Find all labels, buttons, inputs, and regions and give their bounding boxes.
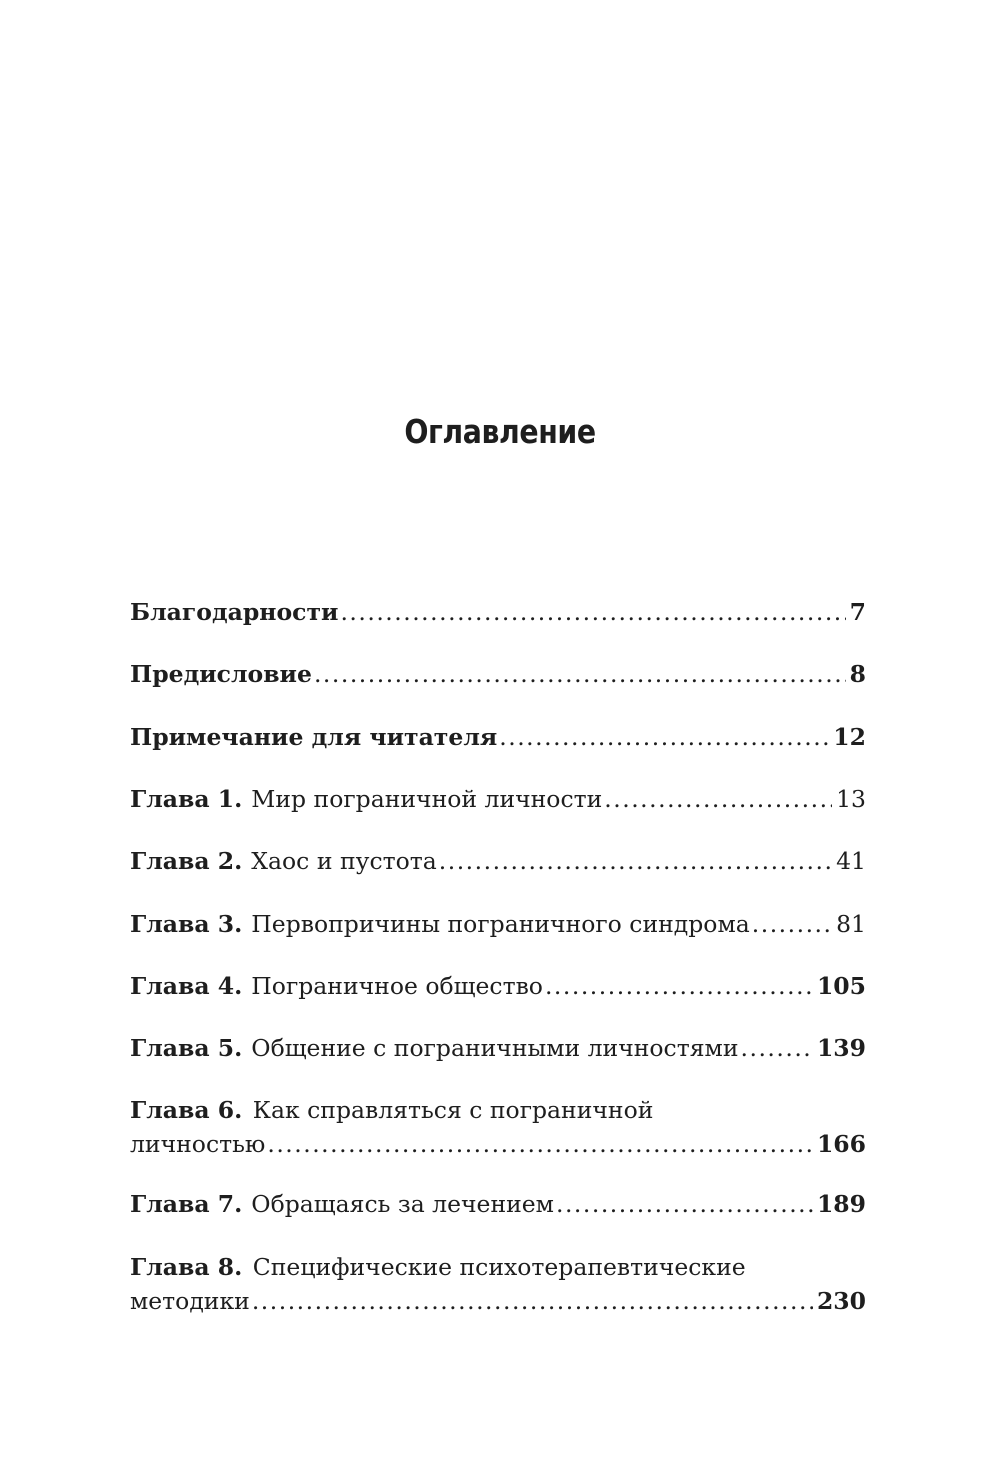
toc-entry-chapter-8[interactable] (130, 1250, 866, 1318)
toc-entry-chapter-3[interactable] (130, 907, 866, 941)
chapter-title: Как справляться с пограничной (252, 1096, 654, 1124)
chapter-title: Мир пограничной личности (251, 785, 603, 813)
dot-leader (314, 657, 846, 691)
chapter-title-continuation: методики (130, 1287, 250, 1315)
toc-entry-title: Благодарности (130, 598, 339, 626)
toc-page-number: 189 (816, 1190, 866, 1218)
dot-leader (439, 844, 832, 878)
dot-leader (499, 720, 829, 754)
toc-entry-note-to-reader[interactable] (130, 720, 866, 754)
toc-page-number: 13 (836, 785, 866, 813)
toc-entry-chapter-6[interactable] (130, 1093, 866, 1161)
toc-entry-chapter-4[interactable] (130, 969, 866, 1003)
chapter-title: Обращаясь за лечением (251, 1190, 554, 1218)
chapter-title: Специфические психотерапевтические (252, 1253, 746, 1281)
chapter-label: Глава 2. (130, 847, 243, 875)
dot-leader (252, 1284, 813, 1318)
toc-entry-chapter-7[interactable] (130, 1187, 866, 1221)
chapter-title: Первопричины пограничного синдрома (251, 910, 750, 938)
chapter-label: Глава 3. (130, 910, 243, 938)
chapter-label: Глава 5. (130, 1034, 243, 1062)
toc-page-number: 12 (833, 723, 866, 751)
toc-page-number: 41 (836, 847, 866, 875)
toc-page-number: 230 (816, 1287, 866, 1315)
toc-entry-chapter-5[interactable] (130, 1031, 866, 1065)
toc-entry-chapter-2[interactable] (130, 844, 866, 878)
dot-leader (752, 907, 832, 941)
chapter-label: Глава 4. (130, 972, 243, 1000)
dot-leader (545, 969, 813, 1003)
toc-page-number: 139 (816, 1034, 866, 1062)
toc-page-number: 105 (816, 972, 866, 1000)
chapter-label: Глава 8. (130, 1253, 243, 1281)
chapter-title: Хаос и пустота (251, 847, 437, 875)
dot-leader (556, 1187, 813, 1221)
toc-page-number: 166 (816, 1130, 866, 1158)
chapter-title-continuation: личностью (130, 1130, 266, 1158)
dot-leader (741, 1031, 813, 1065)
toc-entry-acknowledgements[interactable] (130, 595, 866, 629)
chapter-title: Общение с пограничными личностями (251, 1034, 739, 1062)
toc-page-number: 7 (849, 598, 866, 626)
toc-entry-title: Предисловие (130, 660, 312, 688)
page-title: Оглавление (404, 412, 596, 451)
toc-entry-title: Примечание для читателя (130, 723, 498, 751)
dot-leader (340, 595, 845, 629)
chapter-label: Глава 7. (130, 1190, 243, 1218)
chapter-title: Пограничное общество (251, 972, 543, 1000)
toc-entry-preface[interactable] (130, 657, 866, 691)
toc-entry-chapter-1[interactable] (130, 782, 866, 816)
toc-page-number: 81 (836, 910, 866, 938)
dot-leader (267, 1127, 813, 1161)
chapter-label: Глава 1. (130, 785, 243, 813)
chapter-label: Глава 6. (130, 1096, 243, 1124)
dot-leader (604, 782, 832, 816)
toc-page-number: 8 (849, 660, 866, 688)
